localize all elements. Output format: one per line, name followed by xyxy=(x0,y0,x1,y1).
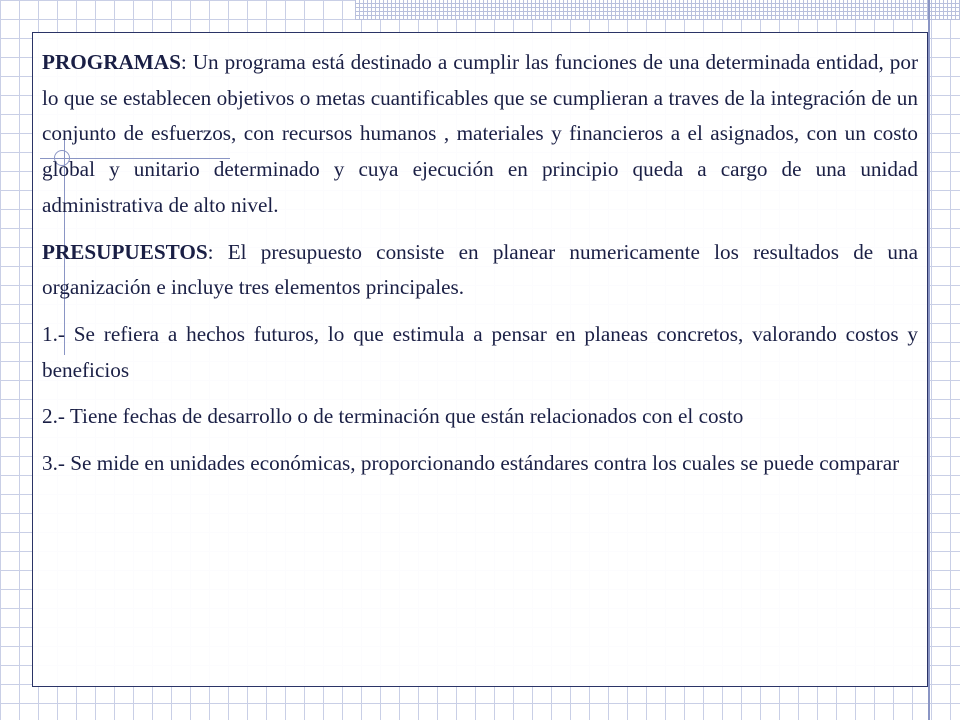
decorative-vertical-line xyxy=(928,0,930,720)
list-item-1: 1.- Se refiera a hechos futuros, lo que estimula a pensar en planeas concretos, valorando costos y beneficios xyxy=(42,321,918,382)
list-item-2: 2.- Tiene fechas de desarrollo o de terminación que están relacionados con el costo xyxy=(42,404,744,429)
programas-text: : Un programa está destinado a cumplir las funciones de una determinada entidad, por lo que se establecen objetivos o metas cuantificables que se cumplieran a traves de la integración de un conjunto de esfuerzos, con recursos humanos , materiales y financieros a el asignados, con un costo global y unitario determinado y cuya ejecución en principio queda a cargo de una unidad administrativa de alto nivel. xyxy=(42,50,918,217)
decorative-top-band xyxy=(355,0,960,20)
presupuestos-paragraph xyxy=(42,235,918,306)
list-item-3: 3.- Se mide en unidades económicas, proporcionando estándares contra los cuales se puede comparar xyxy=(42,451,900,476)
presupuestos-term: PRESUPUESTOS xyxy=(42,239,208,264)
slide-text-body xyxy=(42,45,918,493)
presupuestos-text: : El presupuesto consiste en planear numericamente los resultados de una organización e incluye tres elementos principales. xyxy=(42,239,918,300)
programas-paragraph xyxy=(42,45,918,224)
programas-term: PROGRAMAS xyxy=(42,50,181,74)
